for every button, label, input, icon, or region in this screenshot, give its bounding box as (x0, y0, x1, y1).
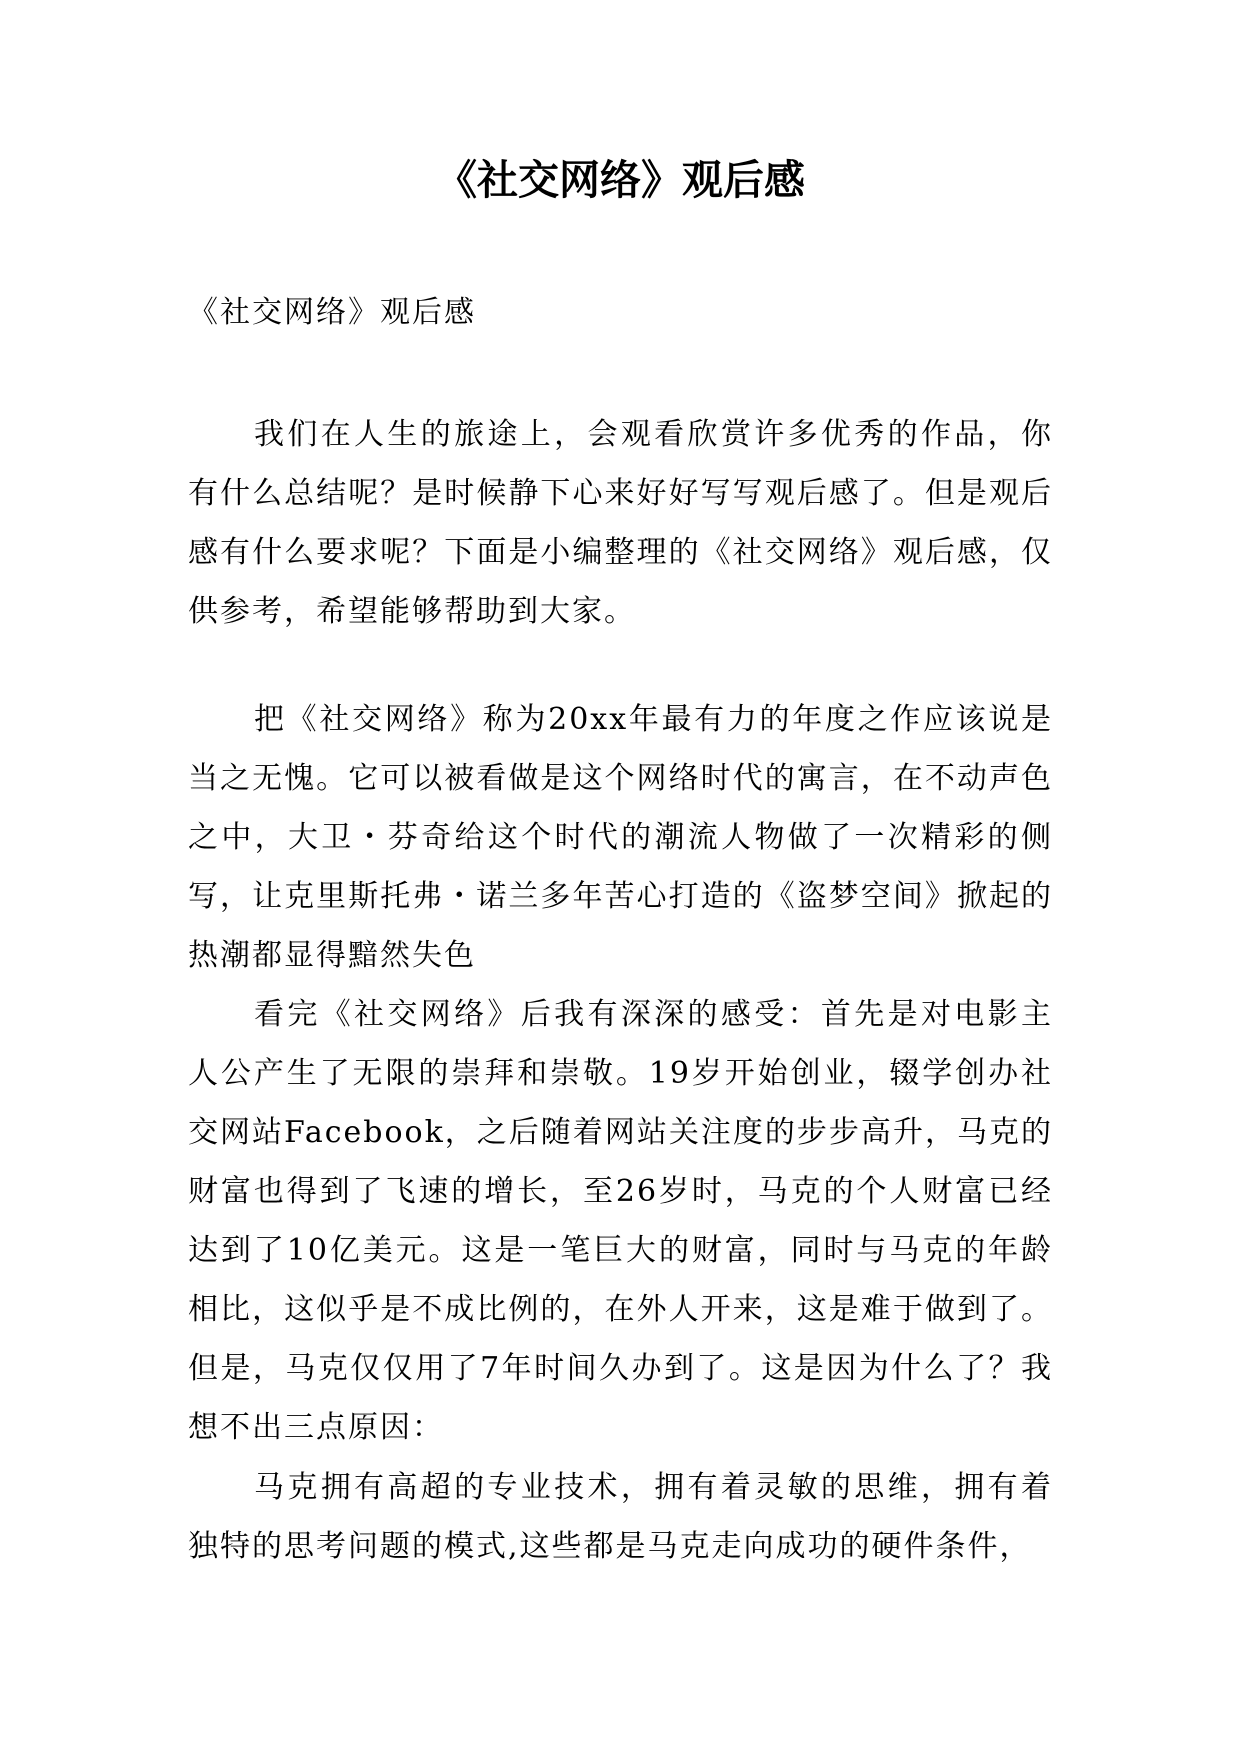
document-title: 《社交网络》观后感 (436, 156, 805, 204)
document-subtitle: 《社交网络》观后感 (188, 295, 476, 330)
paragraph-film-review: 把《社交网络》称为20xx年最有力的年度之作应该说是当之无愧。它可以被看做是这个网络时代的寓言，在不动声色之中，大卫・芬奇给这个时代的潮流人物做了一次精彩的侧写，让克里斯托弗・诺兰多年苦心打造的《盗梦空间》掀起的热潮都显得黯然失色 (188, 702, 1053, 973)
paragraph-intro: 我们在人生的旅途上，会观看欣赏许多优秀的作品，你有什么总结呢？是时候静下心来好好写写观后感了。但是观后感有什么要求呢？下面是小编整理的《社交网络》观后感，仅供参考，希望能够帮助到大家。 (188, 417, 1053, 629)
paragraph-impression: 看完《社交网络》后我有深深的感受：首先是对电影主人公产生了无限的崇拜和崇敬。19岁开始创业，辍学创办社交网站Facebook，之后随着网站关注度的步步高升，马克的财富也得到了飞速的增长，至26岁时，马克的个人财富已经达到了10亿美元。这是一笔巨大的财富，同时与马克的年龄相比，这似乎是不成比例的，在外人开来，这是难于做到了。但是，马克仅仅用了7年时间久办到了。这是因为什么了？我想不出三点原因： (188, 997, 1053, 1445)
paragraph-reason: 马克拥有高超的专业技术，拥有着灵敏的思维，拥有着独特的思考问题的模式,这些都是马克走向成功的硬件条件， (188, 1470, 1053, 1564)
